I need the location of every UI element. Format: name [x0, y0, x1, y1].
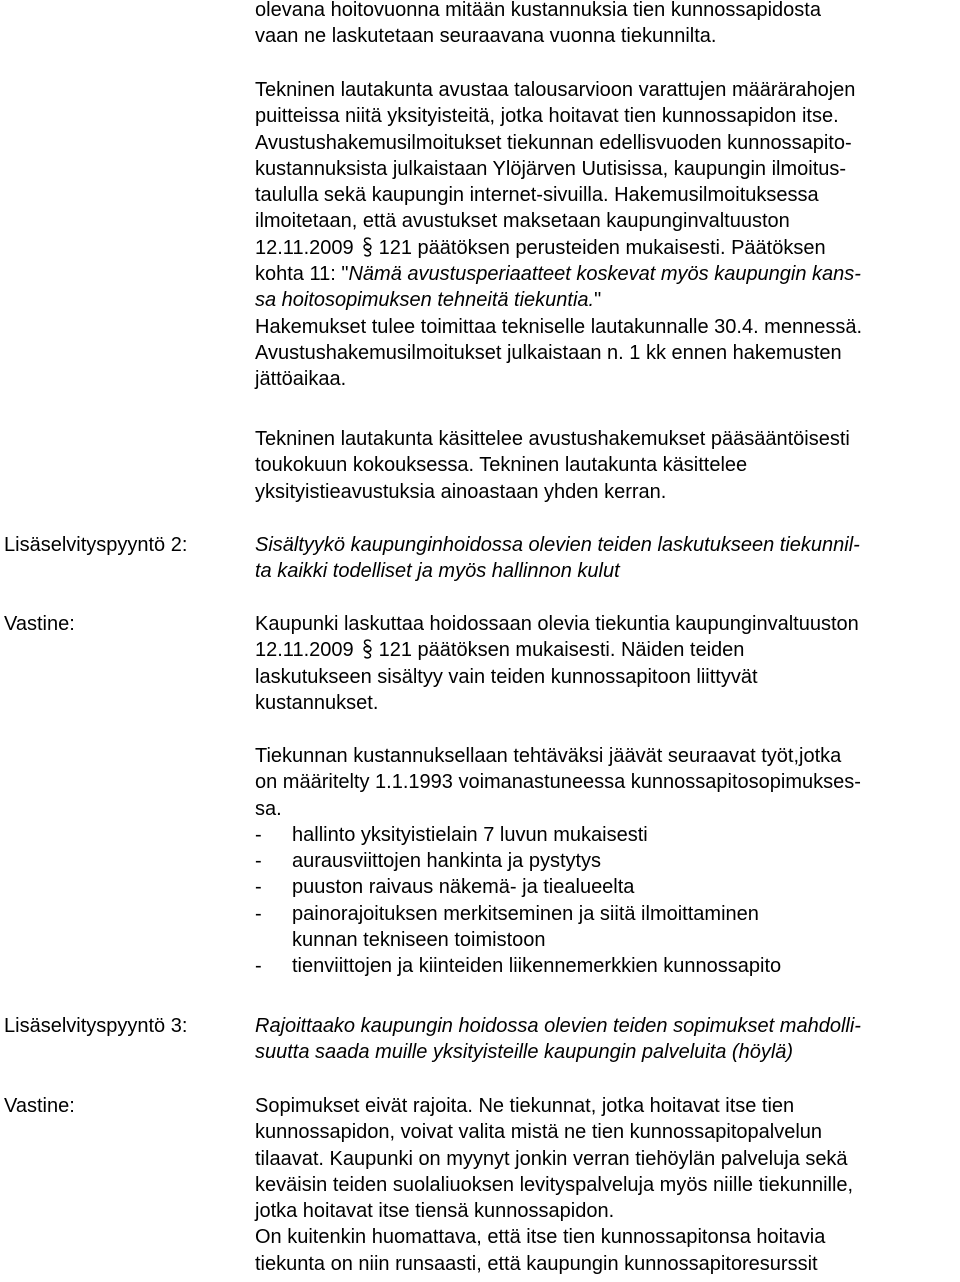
- response-2-label: Vastine:: [4, 613, 75, 635]
- text-line: olevana hoitovuonna mitään kustannuksia tien kunnossapidosta: [255, 0, 821, 21]
- processing-paragraph: [255, 426, 955, 505]
- text-line: vaan ne laskutetaan seuraavana vuonna tiekunnilta.: [255, 25, 717, 48]
- dash-marker: -: [255, 902, 262, 925]
- subsidy-paragraph: [255, 77, 955, 393]
- response-2-paragraph: [255, 611, 955, 716]
- quote-italic: Nämä avustusperiaatteet koskevat myös kaupungin kans-: [348, 263, 861, 286]
- text-line: [255, 637, 955, 663]
- text-line: Avustushakemusilmoitukset tiekunnan edellisvuoden kunnossapito-: [255, 131, 852, 154]
- list-item-text: painorajoituksen merkitseminen ja siitä ilmoittaminen: [292, 902, 759, 925]
- text-line: ilmoitetaan, että avustukset maksetaan kaupunginvaltuuston: [255, 210, 790, 233]
- text-line: on määritelty 1.1.1993 voimanastuneessa kunnossapitosopimukses-: [255, 771, 861, 794]
- date-text: 12.11.2009: [255, 639, 354, 662]
- dash-marker: -: [255, 823, 262, 846]
- dash-marker: -: [255, 955, 262, 978]
- response-3-paragraph: [255, 1093, 955, 1277]
- list-item: [255, 901, 955, 927]
- text-line: Avustushakemusilmoitukset julkaistaan n. 1 kk ennen hakemusten: [255, 341, 842, 364]
- list-item: [255, 874, 955, 900]
- cost-paragraph: [255, 743, 955, 980]
- text-line: [255, 261, 955, 287]
- list-item-text: tienviittojen ja kiinteiden liikennemerkkien kunnossapito: [292, 955, 782, 978]
- list-item: [255, 822, 955, 848]
- list-item-continuation: kunnan tekniseen toimistoon: [292, 929, 546, 952]
- text-line: Hakemukset tulee toimittaa tekniselle lautakunnalle 30.4. mennessä.: [255, 315, 863, 338]
- text-line: Tekninen lautakunta avustaa talousarvioon varattujen määrärahojen: [255, 79, 856, 101]
- text-line: yksityistieavustuksia ainoastaan yhden kerran.: [255, 480, 667, 503]
- text-line: laskutukseen sisältyy vain teiden kunnossapitoon liittyvät: [255, 665, 758, 688]
- text-line: kustannuksista julkaistaan Ylöjärven Uutisissa, kaupungin ilmoitus-: [255, 157, 847, 180]
- text-line: [255, 235, 955, 261]
- request-3-question: [255, 1013, 955, 1066]
- quote-italic: sa hoitosopimuksen tehneitä tiekuntia.: [255, 289, 595, 312]
- list-item: [255, 848, 955, 874]
- list-item-text: puuston raivaus näkemä- ja tiealueelta: [292, 876, 635, 899]
- text-line: kunnossapidon, voivat valita mistä ne tien kunnossapitopalvelun: [255, 1121, 823, 1144]
- text-line: keväisin teiden suolaliuoksen levityspalveluja myös niille tiekunnille,: [255, 1173, 854, 1196]
- question-line: ta kaikki todelliset ja myös hallinnon kulut: [255, 560, 620, 583]
- text-line: puitteissa niitä yksityisteitä, jotka hoitavat tien kunnossapidon itse.: [255, 105, 839, 128]
- date-text: 12.11.2009: [255, 236, 354, 259]
- text-line: Tekninen lautakunta käsittelee avustushakemukset pääsääntöisesti: [255, 428, 850, 450]
- dash-marker: -: [255, 876, 262, 899]
- list-item: [255, 953, 955, 979]
- list-item-text: aurausviittojen hankinta ja pystytys: [292, 850, 602, 873]
- text-line: Sopimukset eivät rajoita. Ne tiekunnat, jotka hoitavat itse tien: [255, 1095, 795, 1117]
- dash-marker: -: [255, 850, 262, 873]
- text-line: tilaavat. Kaupunki on myynyt jonkin verran tiehöylän palveluja sekä: [255, 1147, 848, 1170]
- text-line: tiekunta on niin runsaasti, että kaupungin kunnossapitoresurssit: [255, 1252, 818, 1275]
- text-fragment: ": [594, 289, 602, 312]
- text-fragment: kohta 11: ": [255, 263, 349, 286]
- text-line: jättöaikaa.: [255, 368, 347, 391]
- question-line: Sisältyykö kaupunginhoidossa olevien teiden laskutukseen tiekunnil-: [255, 534, 860, 556]
- text-line: toukokuun kokouksessa. Tekninen lautakunta käsittelee: [255, 454, 748, 477]
- text-line: sa.: [255, 797, 282, 820]
- text-line: On kuitenkin huomattava, että itse tien kunnossapitonsa hoitavia: [255, 1226, 826, 1249]
- response-3-label: Vastine:: [4, 1095, 75, 1117]
- request-3-label: Lisäselvityspyyntö 3:: [4, 1015, 188, 1037]
- list-item-text: hallinto yksityistielain 7 luvun mukaisesti: [292, 823, 648, 846]
- request-2-label: Lisäselvityspyyntö 2:: [4, 534, 188, 556]
- intro-paragraph: [255, 0, 955, 50]
- text-line: [255, 287, 955, 313]
- text-fragment: 121 päätöksen perusteiden mukaisesti. Päätöksen: [378, 236, 826, 259]
- text-line: Kaupunki laskuttaa hoidossaan olevia tiekuntia kaupunginvaltuuston: [255, 613, 859, 635]
- text-line: kustannukset.: [255, 691, 379, 714]
- text-line: Tiekunnan kustannuksellaan tehtäväksi jäävät seuraavat työt,jotka: [255, 745, 842, 767]
- text-fragment: 121 päätöksen mukaisesti. Näiden teiden: [378, 639, 745, 662]
- text-line: jotka hoitavat itse tiensä kunnossapidon.: [255, 1200, 615, 1223]
- question-line: suutta saada muille yksityisteille kaupungin palveluita (höylä): [255, 1041, 794, 1064]
- text-line: taululla sekä kaupungin internet-sivuilla. Hakemusilmoituksessa: [255, 184, 819, 207]
- request-2-question: [255, 532, 955, 585]
- question-line: Rajoittaako kaupungin hoidossa olevien teiden sopimukset mahdolli-: [255, 1015, 861, 1037]
